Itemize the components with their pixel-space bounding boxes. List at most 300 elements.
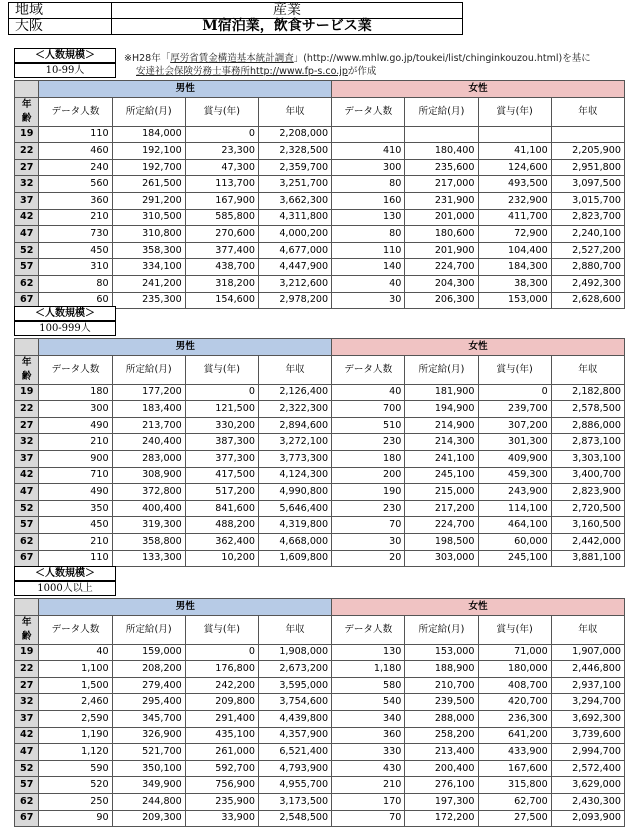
value-cell: 3,595,000: [258, 677, 331, 694]
value-cell: 360: [39, 192, 112, 209]
value-cell: 154,600: [185, 292, 258, 309]
table-row: [15, 694, 625, 711]
value-cell: 2,673,200: [258, 661, 331, 678]
female-header: 女性: [332, 339, 625, 356]
industry-value: M宿泊業，飲食サービス業: [112, 19, 463, 35]
value-cell: 3,754,600: [258, 694, 331, 711]
size-label: ＜人数規模＞: [14, 306, 116, 321]
value-cell: 206,300: [405, 292, 478, 309]
age-cell: 37: [15, 192, 39, 209]
region-value: 大阪: [9, 19, 112, 35]
salary-table: [14, 598, 625, 827]
value-cell: 2,578,500: [551, 401, 624, 418]
value-cell: 167,900: [185, 192, 258, 209]
value-cell: 213,700: [112, 417, 185, 434]
value-cell: 114,100: [478, 500, 551, 517]
value-cell: 585,800: [185, 209, 258, 226]
value-cell: 377,400: [185, 242, 258, 259]
value-cell: 0: [478, 384, 551, 401]
value-cell: 5,646,400: [258, 500, 331, 517]
salary-table: [14, 80, 625, 309]
value-cell: 239,700: [478, 401, 551, 418]
female-header: 女性: [332, 599, 625, 616]
author-link[interactable]: http://www.fp-s.co.jp: [250, 66, 348, 77]
column-header: 所定給(月): [112, 615, 185, 644]
value-cell: [405, 126, 478, 143]
table-row: [15, 159, 625, 176]
column-header: 賞与(年): [478, 97, 551, 126]
value-cell: 194,900: [405, 401, 478, 418]
age-cell: 32: [15, 434, 39, 451]
value-cell: 231,900: [405, 192, 478, 209]
value-cell: 295,400: [112, 694, 185, 711]
table-row: [15, 401, 625, 418]
value-cell: 2,572,400: [551, 760, 624, 777]
age-cell: 52: [15, 500, 39, 517]
value-cell: 2,978,200: [258, 292, 331, 309]
value-cell: 113,700: [185, 176, 258, 193]
value-cell: 279,400: [112, 677, 185, 694]
value-cell: 517,200: [185, 484, 258, 501]
value-cell: 1,100: [39, 661, 112, 678]
value-cell: 315,800: [478, 777, 551, 794]
value-cell: 2,328,500: [258, 143, 331, 160]
age-cell: 22: [15, 401, 39, 418]
column-header: 所定給(月): [112, 97, 185, 126]
value-cell: 349,900: [112, 777, 185, 794]
value-cell: 590: [39, 760, 112, 777]
value-cell: 200: [332, 467, 405, 484]
age-cell: 57: [15, 259, 39, 276]
value-cell: 214,900: [405, 417, 478, 434]
value-cell: 303,000: [405, 550, 478, 567]
value-cell: 209,300: [112, 810, 185, 827]
value-cell: 6,521,400: [258, 744, 331, 761]
value-cell: 214,300: [405, 434, 478, 451]
table-row: [15, 661, 625, 678]
value-cell: 362,400: [185, 533, 258, 550]
value-cell: 159,000: [112, 644, 185, 661]
value-cell: 291,400: [185, 710, 258, 727]
age-cell: 52: [15, 760, 39, 777]
age-cell: 52: [15, 242, 39, 259]
value-cell: 4,000,200: [258, 226, 331, 243]
value-cell: 3,662,300: [258, 192, 331, 209]
value-cell: 2,322,300: [258, 401, 331, 418]
value-cell: 408,700: [478, 677, 551, 694]
value-cell: 318,200: [185, 275, 258, 292]
age-cell: 19: [15, 126, 39, 143]
table-row: [15, 126, 625, 143]
value-cell: 204,300: [405, 275, 478, 292]
value-cell: 310: [39, 259, 112, 276]
source-link[interactable]: 厚労省賃金構造基本統計調査: [170, 53, 294, 64]
age-cell: 62: [15, 793, 39, 810]
value-cell: 210: [39, 209, 112, 226]
value-cell: 345,700: [112, 710, 185, 727]
column-header: 年収: [258, 97, 331, 126]
column-header: 所定給(月): [405, 615, 478, 644]
value-cell: 2,208,000: [258, 126, 331, 143]
value-cell: 300: [39, 401, 112, 418]
age-cell: 67: [15, 810, 39, 827]
value-cell: 310,800: [112, 226, 185, 243]
value-cell: 180,000: [478, 661, 551, 678]
age-header-blank: [15, 339, 39, 356]
value-cell: 387,300: [185, 434, 258, 451]
value-cell: 30: [332, 292, 405, 309]
value-cell: 160: [332, 192, 405, 209]
value-cell: 27,500: [478, 810, 551, 827]
table-row: [15, 209, 625, 226]
age-cell: 19: [15, 644, 39, 661]
value-cell: 62,700: [478, 793, 551, 810]
value-cell: 2,430,300: [551, 793, 624, 810]
value-cell: 756,900: [185, 777, 258, 794]
value-cell: 300: [332, 159, 405, 176]
value-cell: 2,492,300: [551, 275, 624, 292]
value-cell: 121,500: [185, 401, 258, 418]
table-row: [15, 644, 625, 661]
value-cell: 10,200: [185, 550, 258, 567]
value-cell: 710: [39, 467, 112, 484]
value-cell: 276,100: [405, 777, 478, 794]
value-cell: 4,668,000: [258, 533, 331, 550]
value-cell: 358,300: [112, 242, 185, 259]
table-row: [15, 242, 625, 259]
table-row: [15, 176, 625, 193]
value-cell: 372,800: [112, 484, 185, 501]
value-cell: 235,300: [112, 292, 185, 309]
value-cell: 80: [39, 275, 112, 292]
value-cell: 520: [39, 777, 112, 794]
value-cell: 210: [39, 533, 112, 550]
value-cell: 2,359,700: [258, 159, 331, 176]
value-cell: 4,793,900: [258, 760, 331, 777]
value-cell: 1,180: [332, 661, 405, 678]
value-cell: 2,446,800: [551, 661, 624, 678]
age-cell: 47: [15, 484, 39, 501]
value-cell: 2,873,100: [551, 434, 624, 451]
value-cell: 240: [39, 159, 112, 176]
value-cell: 190: [332, 484, 405, 501]
table-row: [15, 677, 625, 694]
value-cell: 3,629,000: [551, 777, 624, 794]
value-cell: 3,739,600: [551, 727, 624, 744]
value-cell: 70: [332, 517, 405, 534]
value-cell: 4,990,800: [258, 484, 331, 501]
table-row: [15, 810, 625, 827]
value-cell: 310,500: [112, 209, 185, 226]
value-cell: 217,200: [405, 500, 478, 517]
value-cell: 460: [39, 143, 112, 160]
value-cell: 198,500: [405, 533, 478, 550]
value-cell: 217,000: [405, 176, 478, 193]
header-table: [8, 2, 463, 35]
source-note: [124, 52, 591, 78]
column-header: データ人数: [39, 355, 112, 384]
value-cell: 153,000: [405, 644, 478, 661]
value-cell: 3,773,300: [258, 450, 331, 467]
value-cell: 3,400,700: [551, 467, 624, 484]
value-cell: 288,000: [405, 710, 478, 727]
value-cell: 438,700: [185, 259, 258, 276]
table-row: [15, 793, 625, 810]
table-row: [15, 275, 625, 292]
value-cell: 3,294,700: [551, 694, 624, 711]
value-cell: 3,272,100: [258, 434, 331, 451]
value-cell: 350: [39, 500, 112, 517]
column-header: データ人数: [332, 97, 405, 126]
value-cell: 72,900: [478, 226, 551, 243]
value-cell: 1,908,000: [258, 644, 331, 661]
value-cell: 133,300: [112, 550, 185, 567]
value-cell: 184,000: [112, 126, 185, 143]
value-cell: 2,823,900: [551, 484, 624, 501]
value-cell: 641,200: [478, 727, 551, 744]
value-cell: 215,000: [405, 484, 478, 501]
table-row: [15, 226, 625, 243]
table-row: [15, 710, 625, 727]
column-header: 所定給(月): [405, 355, 478, 384]
age-cell: 19: [15, 384, 39, 401]
value-cell: 183,400: [112, 401, 185, 418]
column-header: 賞与(年): [185, 615, 258, 644]
age-cell: 27: [15, 159, 39, 176]
value-cell: 580: [332, 677, 405, 694]
age-cell: 62: [15, 533, 39, 550]
column-header: 賞与(年): [478, 615, 551, 644]
value-cell: 377,300: [185, 450, 258, 467]
age-cell: 22: [15, 143, 39, 160]
value-cell: 40: [39, 644, 112, 661]
value-cell: 270,600: [185, 226, 258, 243]
age-cell: 32: [15, 694, 39, 711]
value-cell: 4,955,700: [258, 777, 331, 794]
age-header: 年齢: [15, 97, 39, 126]
table-row: [15, 259, 625, 276]
value-cell: 3,251,700: [258, 176, 331, 193]
value-cell: 3,212,600: [258, 275, 331, 292]
value-cell: [478, 126, 551, 143]
note-text: が作成: [347, 66, 377, 77]
value-cell: 110: [332, 242, 405, 259]
column-header: 年収: [551, 615, 624, 644]
age-cell: 62: [15, 275, 39, 292]
salary-table: [14, 338, 625, 567]
value-cell: 224,700: [405, 259, 478, 276]
value-cell: 2,628,600: [551, 292, 624, 309]
column-header: 賞与(年): [185, 355, 258, 384]
value-cell: 2,886,000: [551, 417, 624, 434]
table-row: [15, 777, 625, 794]
value-cell: 420,700: [478, 694, 551, 711]
value-cell: 3,303,100: [551, 450, 624, 467]
value-cell: 224,700: [405, 517, 478, 534]
value-cell: 700: [332, 401, 405, 418]
value-cell: 2,720,500: [551, 500, 624, 517]
value-cell: 330: [332, 744, 405, 761]
value-cell: 283,000: [112, 450, 185, 467]
value-cell: 239,500: [405, 694, 478, 711]
value-cell: 235,600: [405, 159, 478, 176]
value-cell: 330,200: [185, 417, 258, 434]
column-header: 年収: [258, 355, 331, 384]
value-cell: 4,677,000: [258, 242, 331, 259]
value-cell: 110: [39, 126, 112, 143]
column-header: 年収: [551, 97, 624, 126]
table-row: [15, 744, 625, 761]
age-cell: 37: [15, 450, 39, 467]
value-cell: 60: [39, 292, 112, 309]
value-cell: 430: [332, 760, 405, 777]
value-cell: 188,900: [405, 661, 478, 678]
value-cell: 459,300: [478, 467, 551, 484]
value-cell: 38,300: [478, 275, 551, 292]
value-cell: 2,442,000: [551, 533, 624, 550]
value-cell: 3,692,300: [551, 710, 624, 727]
value-cell: 493,500: [478, 176, 551, 193]
value-cell: 176,800: [185, 661, 258, 678]
column-header: データ人数: [332, 615, 405, 644]
region-label: 地域: [9, 3, 112, 19]
value-cell: 208,200: [112, 661, 185, 678]
value-cell: 4,319,800: [258, 517, 331, 534]
age-cell: 27: [15, 677, 39, 694]
column-header: 所定給(月): [405, 97, 478, 126]
value-cell: 33,900: [185, 810, 258, 827]
size-value: 10-99人: [14, 63, 116, 78]
column-header: データ人数: [39, 615, 112, 644]
value-cell: 197,300: [405, 793, 478, 810]
value-cell: 540: [332, 694, 405, 711]
value-cell: 1,907,000: [551, 644, 624, 661]
value-cell: 4,357,900: [258, 727, 331, 744]
value-cell: 2,093,900: [551, 810, 624, 827]
value-cell: 20: [332, 550, 405, 567]
value-cell: 181,900: [405, 384, 478, 401]
value-cell: 209,800: [185, 694, 258, 711]
value-cell: 47,300: [185, 159, 258, 176]
value-cell: 433,900: [478, 744, 551, 761]
value-cell: 2,182,800: [551, 384, 624, 401]
size-value: 1000人以上: [14, 581, 116, 596]
value-cell: 291,200: [112, 192, 185, 209]
value-cell: 900: [39, 450, 112, 467]
value-cell: 245,100: [478, 550, 551, 567]
table-row: [15, 533, 625, 550]
value-cell: 4,447,900: [258, 259, 331, 276]
value-cell: 153,000: [478, 292, 551, 309]
value-cell: 411,700: [478, 209, 551, 226]
value-cell: 104,400: [478, 242, 551, 259]
column-header: 年収: [551, 355, 624, 384]
age-cell: 42: [15, 727, 39, 744]
value-cell: 730: [39, 226, 112, 243]
value-cell: 340: [332, 710, 405, 727]
value-cell: 60,000: [478, 533, 551, 550]
value-cell: 0: [185, 384, 258, 401]
note-text: ※H28年「: [124, 53, 171, 64]
column-header: 年収: [258, 615, 331, 644]
value-cell: 140: [332, 259, 405, 276]
value-cell: 180,400: [405, 143, 478, 160]
table-row: [15, 484, 625, 501]
value-cell: 210: [39, 434, 112, 451]
value-cell: 40: [332, 275, 405, 292]
table-row: [15, 417, 625, 434]
value-cell: 301,300: [478, 434, 551, 451]
value-cell: 243,900: [478, 484, 551, 501]
value-cell: 560: [39, 176, 112, 193]
value-cell: 510: [332, 417, 405, 434]
value-cell: [551, 126, 624, 143]
value-cell: 241,100: [405, 450, 478, 467]
value-cell: 3,097,500: [551, 176, 624, 193]
author-name: 安達社会保険労務士事務所: [136, 66, 251, 77]
value-cell: 4,439,800: [258, 710, 331, 727]
value-cell: 334,100: [112, 259, 185, 276]
value-cell: 3,173,500: [258, 793, 331, 810]
table-row: [15, 143, 625, 160]
age-cell: 47: [15, 744, 39, 761]
table-row: [15, 467, 625, 484]
value-cell: 308,900: [112, 467, 185, 484]
value-cell: 2,240,100: [551, 226, 624, 243]
value-cell: 177,200: [112, 384, 185, 401]
value-cell: 3,015,700: [551, 192, 624, 209]
value-cell: 130: [332, 644, 405, 661]
column-header: 賞与(年): [478, 355, 551, 384]
value-cell: 80: [332, 226, 405, 243]
value-cell: 2,823,700: [551, 209, 624, 226]
table-row: [15, 517, 625, 534]
value-cell: 172,200: [405, 810, 478, 827]
value-cell: 841,600: [185, 500, 258, 517]
female-header: 女性: [332, 81, 625, 98]
age-header: 年齢: [15, 615, 39, 644]
value-cell: 201,000: [405, 209, 478, 226]
value-cell: 235,900: [185, 793, 258, 810]
value-cell: 80: [332, 176, 405, 193]
value-cell: 258,200: [405, 727, 478, 744]
value-cell: 400,400: [112, 500, 185, 517]
size-label: ＜人数規模＞: [14, 48, 116, 63]
value-cell: 2,937,100: [551, 677, 624, 694]
age-cell: 67: [15, 292, 39, 309]
size-value: 100-999人: [14, 321, 116, 336]
value-cell: 71,000: [478, 644, 551, 661]
age-cell: 67: [15, 550, 39, 567]
value-cell: 30: [332, 533, 405, 550]
value-cell: 417,500: [185, 467, 258, 484]
table-row: [15, 727, 625, 744]
value-cell: 240,400: [112, 434, 185, 451]
value-cell: 450: [39, 517, 112, 534]
value-cell: 41,100: [478, 143, 551, 160]
value-cell: 210: [332, 777, 405, 794]
table-row: [15, 192, 625, 209]
value-cell: 210,700: [405, 677, 478, 694]
value-cell: 3,160,500: [551, 517, 624, 534]
table-row: [15, 550, 625, 567]
value-cell: 0: [185, 126, 258, 143]
value-cell: 192,100: [112, 143, 185, 160]
value-cell: 201,900: [405, 242, 478, 259]
age-cell: 37: [15, 710, 39, 727]
value-cell: 192,700: [112, 159, 185, 176]
value-cell: 261,000: [185, 744, 258, 761]
